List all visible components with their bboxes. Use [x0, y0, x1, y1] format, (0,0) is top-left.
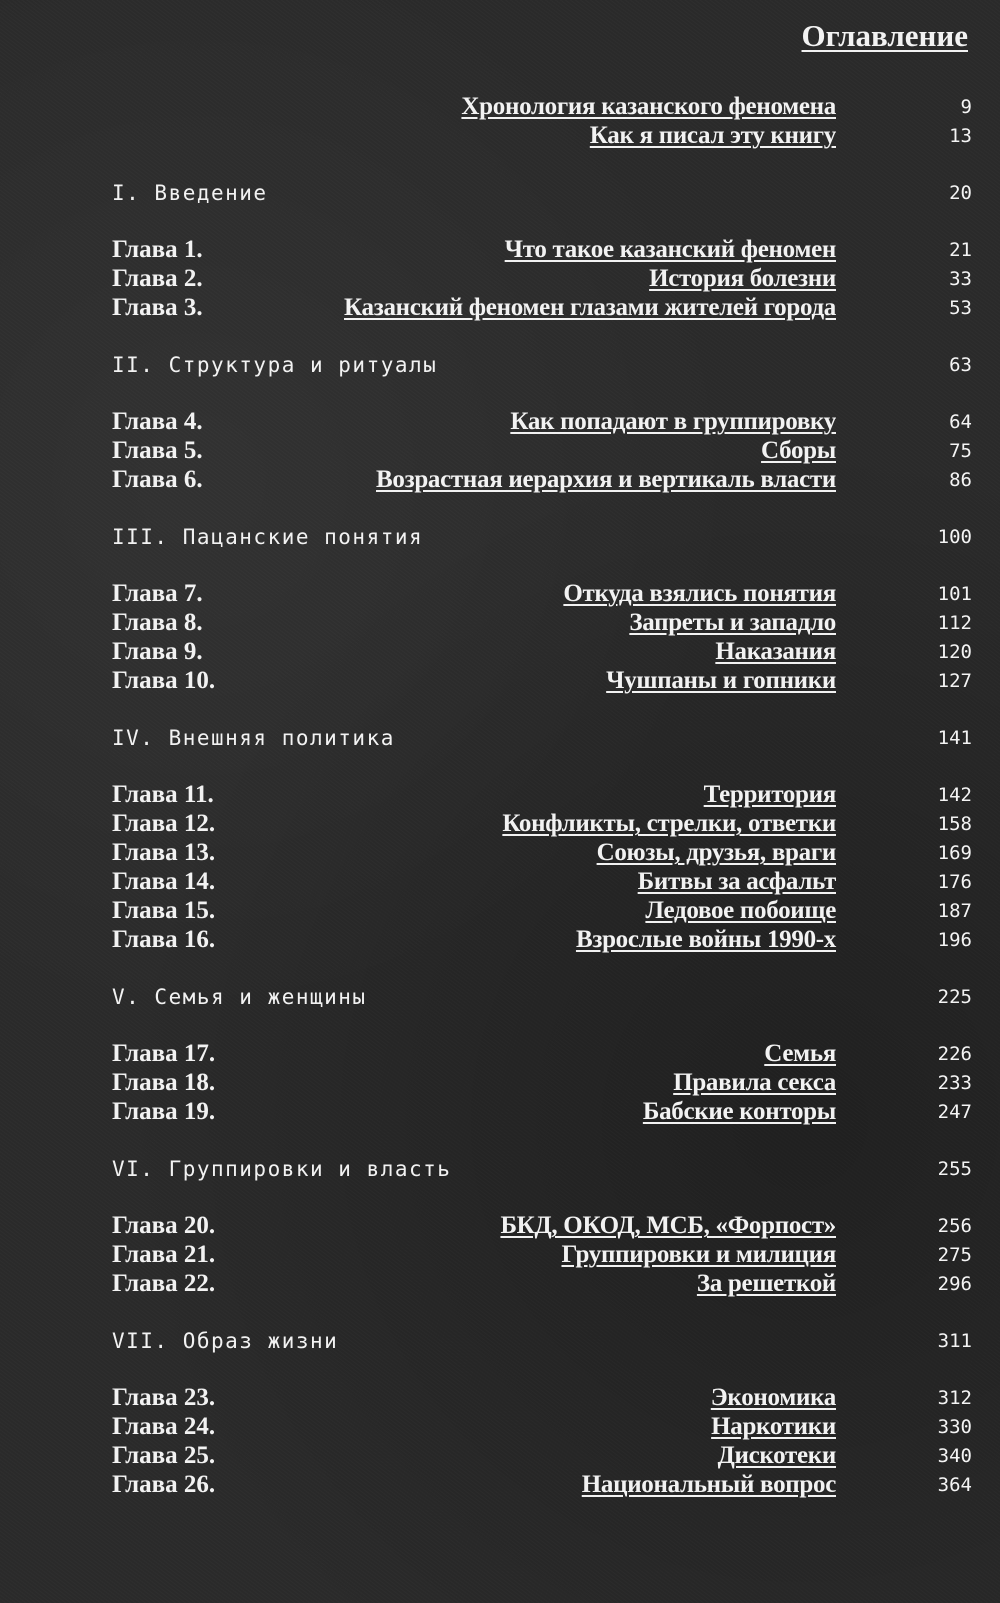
chapter-entry — [0, 1211, 1000, 1241]
chapter-label: Глава 20. — [112, 1212, 216, 1239]
page-number: 13 — [949, 125, 972, 147]
chapter-title-link[interactable]: Взрослые войны 1990-х — [575, 926, 836, 953]
chapter-entry — [0, 1039, 1000, 1069]
chapter-label: Глава 9. — [112, 638, 203, 665]
chapter-title-link[interactable]: Наркотики — [711, 1413, 836, 1440]
chapter-title-link[interactable]: Что такое казанский феномен — [504, 236, 836, 263]
page-number: 296 — [937, 1273, 972, 1295]
page-number: 101 — [937, 583, 972, 605]
chapter-label: Глава 22. — [112, 1270, 216, 1297]
page-number: 142 — [937, 784, 972, 806]
page-number: 226 — [937, 1043, 972, 1065]
chapter-entry — [0, 465, 1000, 495]
chapter-label: Глава 3. — [112, 294, 203, 321]
chapter-entry — [0, 579, 1000, 609]
part-entry — [0, 982, 1000, 1012]
page-number: 247 — [937, 1101, 972, 1123]
chapter-label: Глава 4. — [112, 408, 203, 435]
page-number: 256 — [937, 1215, 972, 1237]
page-number: 112 — [937, 612, 972, 634]
page-number: 64 — [949, 411, 972, 433]
chapter-entry — [0, 436, 1000, 466]
part-entry — [0, 723, 1000, 753]
chapter-label: Глава 13. — [112, 839, 216, 866]
chapter-title-link[interactable]: Союзы, друзья, враги — [596, 839, 836, 866]
chapter-entry — [0, 1412, 1000, 1442]
chapter-title-link[interactable]: Группировки и милиция — [561, 1241, 836, 1268]
chapter-entry — [0, 780, 1000, 810]
page-number: 311 — [937, 1330, 972, 1352]
part-title: VII. Образ жизни — [112, 1329, 339, 1353]
chapter-title-link[interactable]: Правила секса — [673, 1069, 836, 1096]
chapter-label: Глава 23. — [112, 1384, 216, 1411]
page-number: 120 — [937, 641, 972, 663]
chapter-entry — [0, 235, 1000, 265]
chapter-label: Глава 6. — [112, 466, 203, 493]
chapter-title-link[interactable]: Казанский феномен глазами жителей города — [344, 294, 836, 321]
part-entry — [0, 522, 1000, 552]
chapter-entry — [0, 1240, 1000, 1270]
chapter-label: Глава 14. — [112, 868, 216, 895]
part-title: IV. Внешняя политика — [112, 726, 395, 750]
part-title: I. Введение — [112, 181, 268, 205]
chapter-entry — [0, 637, 1000, 667]
page-number: 63 — [949, 354, 972, 376]
chapter-entry — [0, 1097, 1000, 1127]
chapter-label: Глава 5. — [112, 437, 203, 464]
page-title: Оглавление — [801, 18, 968, 53]
page-number: 233 — [937, 1072, 972, 1094]
chapter-title-link[interactable]: Возрастная иерархия и вертикаль власти — [376, 466, 836, 493]
page-number: 176 — [937, 871, 972, 893]
chapter-title-link[interactable]: Чушпаны и гопники — [606, 667, 836, 694]
chapter-label: Глава 26. — [112, 1471, 216, 1498]
part-title: II. Структура и ритуалы — [112, 353, 438, 377]
page-number: 9 — [960, 96, 972, 118]
page-number: 364 — [937, 1474, 972, 1496]
chapter-title-link[interactable]: Экономика — [710, 1384, 836, 1411]
chapter-entry — [0, 264, 1000, 294]
chapter-entry — [0, 293, 1000, 323]
chapter-label: Глава 8. — [112, 609, 203, 636]
page-number: 75 — [949, 440, 972, 462]
chapter-entry — [0, 1441, 1000, 1471]
page-number: 312 — [937, 1387, 972, 1409]
chapter-label: Глава 10. — [112, 667, 216, 694]
page-number: 20 — [949, 182, 972, 204]
page-number: 53 — [949, 297, 972, 319]
chapter-label: Глава 25. — [112, 1442, 216, 1469]
chapter-title-link[interactable]: Ледовое побоище — [645, 897, 836, 924]
chapter-label: Глава 11. — [112, 781, 214, 808]
page-number: 158 — [937, 813, 972, 835]
page-number: 255 — [937, 1158, 972, 1180]
chapter-entry — [0, 407, 1000, 437]
part-entry — [0, 350, 1000, 380]
chapter-title-link[interactable]: Сборы — [761, 437, 836, 464]
chapter-title-link[interactable]: Битвы за асфальт — [637, 868, 836, 895]
chapter-title-link[interactable]: Как попадают в группировку — [510, 408, 836, 435]
chapter-title-link[interactable]: Запреты и западло — [629, 609, 836, 636]
page-number: 196 — [937, 929, 972, 951]
chapter-label: Глава 2. — [112, 265, 203, 292]
chapter-label: Глава 1. — [112, 236, 203, 263]
chapter-label: Глава 15. — [112, 897, 216, 924]
chapter-title-link[interactable]: История болезни — [649, 265, 836, 292]
part-entry — [0, 178, 1000, 208]
chapter-label: Глава 21. — [112, 1241, 216, 1268]
front-matter-title-link[interactable]: Как я писал эту книгу — [589, 122, 836, 149]
chapter-entry — [0, 838, 1000, 868]
chapter-entry — [0, 1068, 1000, 1098]
page-number: 86 — [949, 469, 972, 491]
chapter-label: Глава 16. — [112, 926, 216, 953]
page-number: 169 — [937, 842, 972, 864]
chapter-entry — [0, 1269, 1000, 1299]
chapter-label: Глава 7. — [112, 580, 203, 607]
chapter-title-link[interactable]: За решеткой — [696, 1270, 836, 1297]
front-matter-entry — [0, 121, 1000, 151]
chapter-entry — [0, 896, 1000, 926]
front-matter-title-link[interactable]: Хронология казанского феномена — [461, 93, 836, 120]
chapter-entry — [0, 666, 1000, 696]
chapter-label: Глава 18. — [112, 1069, 216, 1096]
page-number: 340 — [937, 1445, 972, 1467]
page-number: 127 — [937, 670, 972, 692]
page-number: 225 — [937, 986, 972, 1008]
chapter-title-link[interactable]: Наказания — [715, 638, 836, 665]
front-matter-entry — [0, 92, 1000, 122]
chapter-title-link[interactable]: БКД, ОКОД, МСБ, «Форпост» — [500, 1212, 836, 1239]
part-entry — [0, 1154, 1000, 1184]
part-title: V. Семья и женщины — [112, 985, 367, 1009]
page-number: 275 — [937, 1244, 972, 1266]
page-number: 100 — [937, 526, 972, 548]
chapter-entry — [0, 867, 1000, 897]
chapter-title-link[interactable]: Территория — [703, 781, 836, 808]
chapter-title-link[interactable]: Бабские конторы — [642, 1098, 836, 1125]
part-title: III. Пацанские понятия — [112, 525, 424, 549]
chapter-title-link[interactable]: Семья — [764, 1040, 836, 1067]
page-number: 187 — [937, 900, 972, 922]
chapter-label: Глава 12. — [112, 810, 216, 837]
chapter-entry — [0, 925, 1000, 955]
part-entry — [0, 1326, 1000, 1356]
chapter-title-link[interactable]: Национальный вопрос — [581, 1471, 836, 1498]
chapter-entry — [0, 1470, 1000, 1500]
chapter-label: Глава 17. — [112, 1040, 216, 1067]
page-number: 21 — [949, 239, 972, 261]
chapter-entry — [0, 1383, 1000, 1413]
part-title: VI. Группировки и власть — [112, 1157, 452, 1181]
chapter-title-link[interactable]: Дискотеки — [717, 1442, 836, 1469]
page-number: 330 — [937, 1416, 972, 1438]
page-number: 33 — [949, 268, 972, 290]
chapter-entry — [0, 809, 1000, 839]
page-number: 141 — [937, 727, 972, 749]
chapter-label: Глава 19. — [112, 1098, 216, 1125]
chapter-entry — [0, 608, 1000, 638]
chapter-title-link[interactable]: Конфликты, стрелки, ответки — [502, 810, 836, 837]
chapter-title-link[interactable]: Откуда взялись понятия — [563, 580, 836, 607]
chapter-label: Глава 24. — [112, 1413, 216, 1440]
